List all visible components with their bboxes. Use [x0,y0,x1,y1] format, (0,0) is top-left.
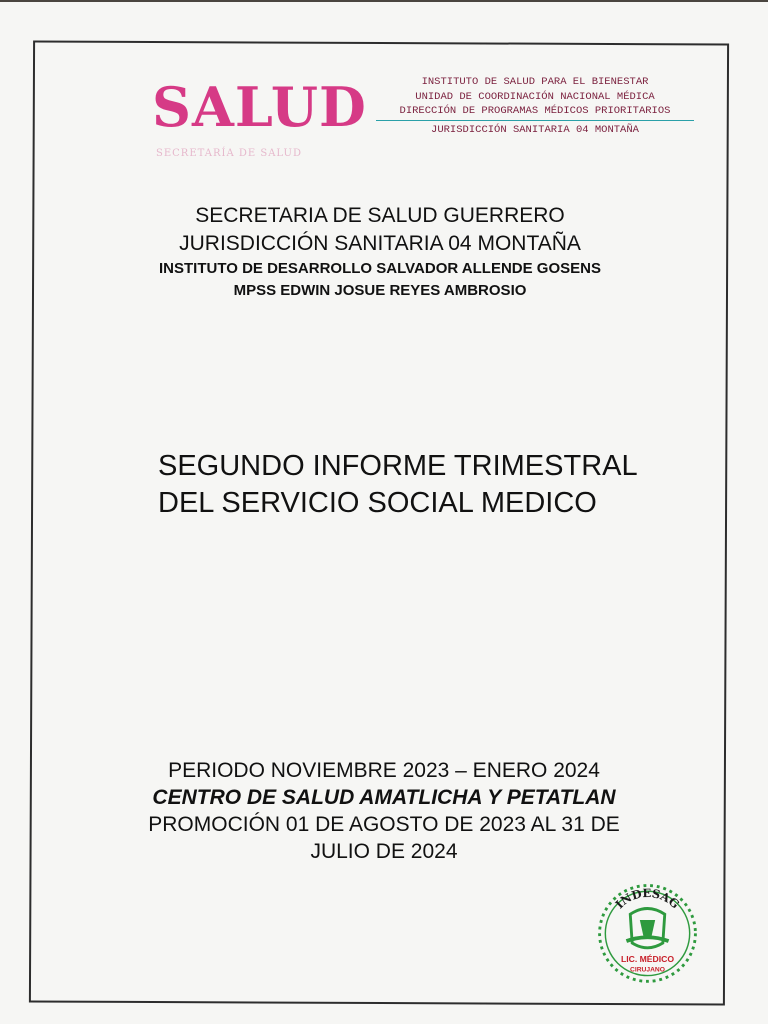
report-title-line-2: DEL SERVICIO SOCIAL MEDICO [158,487,597,519]
period-block [120,757,648,865]
seal-label-2: CIRUJANO [630,966,665,974]
period-line: PERIODO NOVIEMBRE 2023 – ENERO 2024 [168,759,600,782]
heading-instituto: INSTITUTO DE DESARROLLO SALVADOR ALLENDE GOSENS [159,260,601,277]
report-title-line-1: SEGUNDO INFORME TRIMESTRAL [158,450,638,482]
report-title [158,448,638,522]
institution-letterhead [374,75,696,137]
health-center-line: CENTRO DE SALUD AMATLICHA Y PETATLAN [152,786,616,809]
institution-line-1: INSTITUTO DE SALUD PARA EL BIENESTAR [421,76,649,88]
institution-line-3: DIRECCIÓN DE PROGRAMAS MÉDICOS PRIORITARIOS [399,105,671,117]
institution-line-2: UNIDAD DE COORDINACIÓN NACIONAL MÉDICA [415,90,655,103]
document-page [0,2,768,1024]
indesag-seal-icon [590,874,705,989]
salud-logo-subtext: SECRETARÍA DE SALUD [156,148,302,159]
heading-author: MPSS EDWIN JOSUE REYES AMBROSIO [233,282,527,299]
letterhead-rule [376,120,694,121]
heading-secretaria: SECRETARIA DE SALUD GUERRERO [195,204,565,227]
jurisdiction-line: JURISDICCIÓN SANITARIA 04 MONTAÑA [431,123,639,136]
promotion-line: PROMOCIÓN 01 DE AGOSTO DE 2023 AL 31 DE [148,813,620,836]
heading-block [80,202,680,302]
salud-logo: SALUD [152,75,367,139]
promotion-line-2: JULIO DE 2024 [310,840,458,863]
seal-label-1: LIC. MÉDICO [620,954,675,965]
seal-top-text: INDESAG [612,885,683,912]
heading-jurisdiccion: JURISDICCIÓN SANITARIA 04 MONTAÑA [179,232,581,255]
